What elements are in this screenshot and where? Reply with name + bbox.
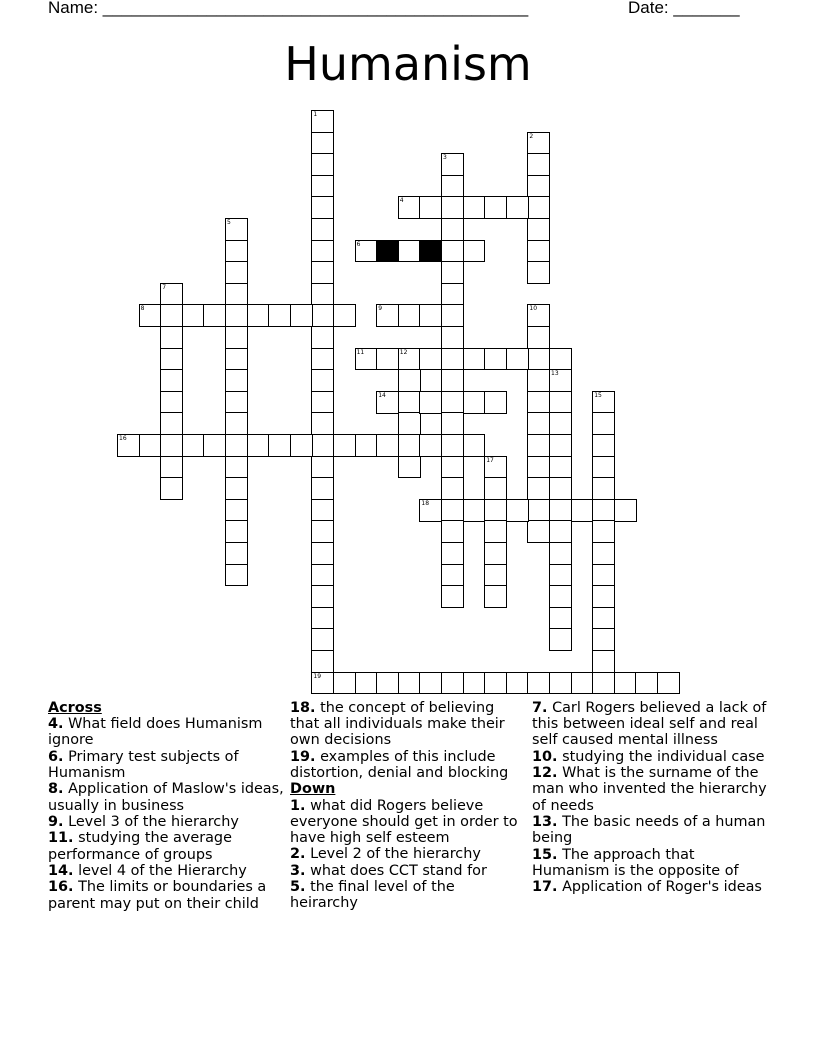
down-heading: Down [290,781,336,798]
grid-cell[interactable] [463,434,486,457]
clue-number: 17. [532,879,558,896]
grid-cell[interactable] [355,434,378,457]
grid-cell[interactable] [441,348,464,371]
across-clue [290,749,526,781]
grid-cell[interactable] [549,564,572,587]
grid-cell[interactable] [182,304,205,327]
down-clue [532,765,768,814]
grid-cell[interactable] [225,564,248,587]
clue-text: Primary test subjects of Humanism [48,748,239,781]
grid-cell[interactable] [549,477,572,500]
grid-cell[interactable] [160,391,183,414]
grid-cell[interactable] [311,153,334,176]
grid-cell[interactable] [376,672,399,695]
grid-cell[interactable] [592,456,615,479]
grid-cell[interactable] [311,348,334,371]
grid-cell[interactable] [311,240,334,263]
clue-number: 3. [290,862,306,879]
clues-column-2 [290,700,526,912]
grid-cell[interactable] [225,283,248,306]
grid-cell[interactable] [549,607,572,630]
grid-cell[interactable] [225,412,248,435]
grid-cell[interactable] [225,499,248,522]
grid-cell[interactable] [398,369,421,392]
grid-cell[interactable] [355,240,378,263]
grid-cell[interactable] [160,369,183,392]
grid-cell[interactable] [549,542,572,565]
grid-cell[interactable] [419,196,442,219]
cell-number: 13 [551,370,559,378]
name-field-label[interactable]: Name: _____________________________________________ [48,0,529,17]
grid-cell[interactable] [311,650,334,673]
grid-cell[interactable] [441,585,464,608]
grid-cell[interactable] [398,412,421,435]
grid-cell[interactable] [549,348,572,371]
grid-cell[interactable] [592,650,615,673]
grid-cell[interactable] [441,412,464,435]
grid-cell[interactable] [311,175,334,198]
clue-text: Level 2 of the hierarchy [310,846,481,863]
grid-cell[interactable] [311,261,334,284]
grid-cell[interactable] [311,564,334,587]
grid-cell[interactable] [484,542,507,565]
grid-cell[interactable] [592,542,615,565]
down-clue [532,879,768,895]
grid-cell[interactable] [441,672,464,695]
grid-cell[interactable] [592,607,615,630]
grid-cell[interactable] [355,348,378,371]
grid-cell[interactable] [225,304,248,327]
grid-cell[interactable] [484,520,507,543]
grid-cell[interactable] [527,261,550,284]
grid-cell[interactable] [160,304,183,327]
clue-text: Carl Rogers believed a lack of this between ideal self and real self caused mental illness [532,700,767,749]
grid-cell[interactable] [333,434,356,457]
grid-cell[interactable] [376,434,399,457]
grid-cell[interactable] [160,412,183,435]
grid-cell[interactable] [441,564,464,587]
grid-cell[interactable] [506,348,529,371]
grid-cell[interactable] [441,477,464,500]
grid-cell[interactable] [139,434,162,457]
clue-text: what does CCT stand for [310,862,487,879]
grid-cell[interactable] [117,434,140,457]
grid-cell[interactable] [311,218,334,241]
grid-cell[interactable] [311,283,334,306]
grid-cell[interactable] [311,196,334,219]
grid-cell[interactable] [441,434,464,457]
grid-cell[interactable] [441,369,464,392]
grid-cell[interactable] [592,672,615,695]
grid-cell[interactable] [311,369,334,392]
clue-number: 11. [48,830,74,847]
grid-cell[interactable] [441,326,464,349]
grid-cell[interactable] [527,132,550,155]
clue-text: Application of Roger's ideas [562,879,762,896]
grid-cell[interactable] [527,218,550,241]
grid-cell[interactable] [506,672,529,695]
grid-cell[interactable] [571,499,594,522]
grid-cell[interactable] [311,520,334,543]
grid-cell[interactable] [592,564,615,587]
grid-cell[interactable] [225,326,248,349]
grid-cell[interactable] [614,672,637,695]
grid-cell[interactable] [527,412,550,435]
clue-number: 8. [48,781,64,798]
grid-cell[interactable] [203,434,226,457]
grid-cell[interactable] [484,564,507,587]
grid-cell[interactable] [160,326,183,349]
clues-column-1 [48,700,284,912]
down-clue [532,847,768,879]
grid-cell[interactable] [290,304,313,327]
grid-cell[interactable] [398,672,421,695]
grid-cell[interactable] [484,456,507,479]
clue-text: Level 3 of the hierarchy [68,813,239,830]
grid-cell[interactable] [527,499,550,522]
grid-cell[interactable] [506,196,529,219]
grid-cell[interactable] [355,672,378,695]
grid-cell[interactable] [527,196,550,219]
grid-cell[interactable] [376,391,399,414]
cell-number: 9 [378,305,383,313]
cell-number: 17 [486,456,494,464]
cell-number: 1 [313,111,318,118]
grid-cell[interactable] [225,261,248,284]
grid-cell[interactable] [527,456,550,479]
clue-number: 9. [48,813,64,830]
grid-cell[interactable] [592,520,615,543]
grid-cell[interactable] [311,412,334,435]
grid-cell[interactable] [441,304,464,327]
grid-cell[interactable] [441,196,464,219]
grid-cell[interactable] [441,175,464,198]
grid-cell[interactable] [225,520,248,543]
grid-cell[interactable] [592,391,615,414]
grid-cell[interactable] [398,391,421,414]
grid-cell[interactable] [311,326,334,349]
grid-cell[interactable] [160,348,183,371]
grid-cell[interactable] [549,520,572,543]
grid-cell[interactable] [527,391,550,414]
grid-cell[interactable] [549,412,572,435]
clue-number: 5. [290,879,306,896]
grid-cell[interactable] [484,585,507,608]
grid-cell[interactable] [549,499,572,522]
grid-cell[interactable] [484,196,507,219]
clue-text: examples of this include distortion, denial and blocking [290,748,509,781]
grid-cell[interactable] [225,477,248,500]
across-clue [48,781,284,813]
down-clue [532,700,768,749]
grid-cell[interactable] [527,175,550,198]
grid-cell[interactable] [527,672,550,695]
grid-cell[interactable] [549,585,572,608]
clue-number: 4. [48,716,64,733]
grid-cell[interactable] [419,304,442,327]
grid-cell[interactable] [225,218,248,241]
clue-number: 18. [290,700,316,716]
grid-cell[interactable] [419,348,442,371]
grid-cell[interactable] [441,153,464,176]
grid-cell[interactable] [549,456,572,479]
cell-number: 6 [356,240,361,248]
clue-text: Application of Maslow's ideas, usually in business [48,781,284,814]
grid-cell[interactable] [441,218,464,241]
across-clue [48,830,284,862]
cell-number: 10 [529,305,538,313]
grid-cell[interactable] [225,434,248,457]
grid-cell[interactable] [592,412,615,435]
clue-text: What is the surname of the man who invented the hierarchy of needs [532,765,767,814]
grid-cell[interactable] [160,477,183,500]
clue-text: what did Rogers believe everyone should get in order to have high self esteem [290,797,518,846]
grid-cell[interactable] [441,240,464,263]
down-clue [290,863,526,879]
grid-cell[interactable] [398,434,421,457]
across-clue [48,863,284,879]
down-clue [290,846,526,862]
grid-cell[interactable] [571,672,594,695]
grid-cell[interactable] [160,456,183,479]
down-clue [532,749,768,765]
grid-cell[interactable] [549,434,572,457]
clue-text: level 4 of the Hierarchy [78,862,247,879]
grid-cell[interactable] [398,196,421,219]
across-heading: Across [48,700,102,716]
grid-cell[interactable] [398,456,421,479]
grid-cell[interactable] [441,261,464,284]
grid-cell[interactable] [484,672,507,695]
grid-cell[interactable] [225,542,248,565]
cell-number: 7 [162,283,167,291]
grid-cell[interactable] [398,348,421,371]
grid-cell[interactable] [311,607,334,630]
grid-cell[interactable] [441,542,464,565]
clue-text: the concept of believing that all individuals make their own decisions [290,700,505,749]
grid-cell[interactable] [549,628,572,651]
across-clue [48,716,284,748]
grid-cell[interactable] [311,628,334,651]
clue-number: 15. [532,846,558,863]
grid-cell[interactable] [311,434,334,457]
grid-cell[interactable] [463,672,486,695]
black-square [376,240,399,263]
grid-cell[interactable] [657,672,680,695]
grid-cell[interactable] [441,499,464,522]
grid-cell[interactable] [376,304,399,327]
cell-number: 3 [443,154,447,162]
grid-cell[interactable] [311,477,334,500]
across-clue [290,700,526,749]
grid-cell[interactable] [484,348,507,371]
cell-number: 19 [313,672,322,680]
across-clue [48,879,284,911]
grid-cell[interactable] [441,520,464,543]
grid-cell[interactable] [549,391,572,414]
grid-cell[interactable] [527,477,550,500]
grid-cell[interactable] [311,391,334,414]
grid-cell[interactable] [139,304,162,327]
grid-cell[interactable] [419,672,442,695]
grid-cell[interactable] [419,434,442,457]
puzzle-title: Humanism [284,37,532,91]
grid-cell[interactable] [441,283,464,306]
grid-cell[interactable] [441,456,464,479]
grid-cell[interactable] [398,304,421,327]
grid-cell[interactable] [527,153,550,176]
grid-cell[interactable] [203,304,226,327]
grid-cell[interactable] [506,499,529,522]
grid-cell[interactable] [463,196,486,219]
grid-cell[interactable] [247,434,270,457]
grid-cell[interactable] [592,434,615,457]
grid-cell[interactable] [527,369,550,392]
clue-number: 7. [532,700,548,716]
grid-cell[interactable] [225,348,248,371]
grid-cell[interactable] [549,672,572,695]
down-clue [290,798,526,847]
clue-number: 2. [290,846,306,863]
clue-text: studying the average performance of groups [48,830,232,863]
grid-cell[interactable] [311,304,334,327]
grid-cell[interactable] [527,348,550,371]
clue-text: The approach that Humanism is the opposite of [532,846,739,879]
grid-cell[interactable] [484,391,507,414]
grid-cell[interactable] [463,240,486,263]
grid-cell[interactable] [225,456,248,479]
grid-cell[interactable] [225,240,248,263]
cell-number: 5 [227,219,231,226]
down-clue [532,814,768,846]
grid-cell[interactable] [463,348,486,371]
grid-cell[interactable] [592,585,615,608]
cell-number: 12 [399,348,408,356]
clue-number: 19. [290,748,316,765]
grid-cell[interactable] [160,283,183,306]
grid-cell[interactable] [311,456,334,479]
clues-column-3 [532,700,768,896]
clue-number: 1. [290,797,306,814]
grid-cell[interactable] [268,304,291,327]
across-clue [48,814,284,830]
grid-cell[interactable] [592,628,615,651]
grid-cell[interactable] [333,672,356,695]
grid-cell[interactable] [527,240,550,263]
grid-cell[interactable] [311,542,334,565]
grid-cell[interactable] [527,520,550,543]
down-clue [290,879,526,911]
clue-number: 6. [48,748,64,765]
grid-cell[interactable] [290,434,313,457]
grid-cell[interactable] [527,326,550,349]
grid-cell[interactable] [441,391,464,414]
grid-cell[interactable] [549,369,572,392]
clue-text: The limits or boundaries a parent may put on their child [48,879,267,912]
grid-cell[interactable] [419,499,442,522]
clue-number: 10. [532,748,558,765]
cell-number: 15 [594,391,602,399]
cell-number: 2 [529,132,534,140]
black-square [419,240,442,263]
grid-cell[interactable] [635,672,658,695]
grid-cell[interactable] [484,477,507,500]
grid-cell[interactable] [311,585,334,608]
cell-number: 14 [378,391,386,399]
grid-cell[interactable] [463,391,486,414]
grid-cell[interactable] [333,304,356,327]
grid-cell[interactable] [311,110,334,133]
grid-cell[interactable] [463,499,486,522]
grid-cell[interactable] [527,434,550,457]
clue-text: What field does Humanism ignore [48,716,263,749]
grid-cell[interactable] [311,499,334,522]
grid-cell[interactable] [311,132,334,155]
clue-text: The basic needs of a human being [532,813,766,847]
grid-cell[interactable] [225,369,248,392]
grid-cell[interactable] [182,434,205,457]
grid-cell[interactable] [376,348,399,371]
cell-number: 16 [119,435,127,442]
cell-number: 4 [399,197,404,205]
grid-cell[interactable] [311,672,334,695]
clue-text: studying the individual case [562,748,765,765]
grid-cell[interactable] [398,240,421,263]
grid-cell[interactable] [527,304,550,327]
grid-cell[interactable] [614,499,637,522]
grid-cell[interactable] [160,434,183,457]
clue-number: 14. [48,862,74,879]
clue-number: 16. [48,879,74,896]
grid-cell[interactable] [247,304,270,327]
clue-number: 12. [532,765,558,782]
date-field-label[interactable]: Date: _______ [628,0,740,17]
clue-number: 13. [532,813,558,830]
cell-number: 11 [356,348,365,356]
grid-cell[interactable] [484,499,507,522]
grid-cell[interactable] [268,434,291,457]
cell-number: 18 [421,499,430,507]
grid-cell[interactable] [592,499,615,522]
grid-cell[interactable] [225,391,248,414]
clue-text: the final level of the heirarchy [290,879,455,912]
grid-cell[interactable] [419,391,442,414]
across-clue [48,749,284,781]
grid-cell[interactable] [592,477,615,500]
cell-number: 8 [140,305,145,313]
